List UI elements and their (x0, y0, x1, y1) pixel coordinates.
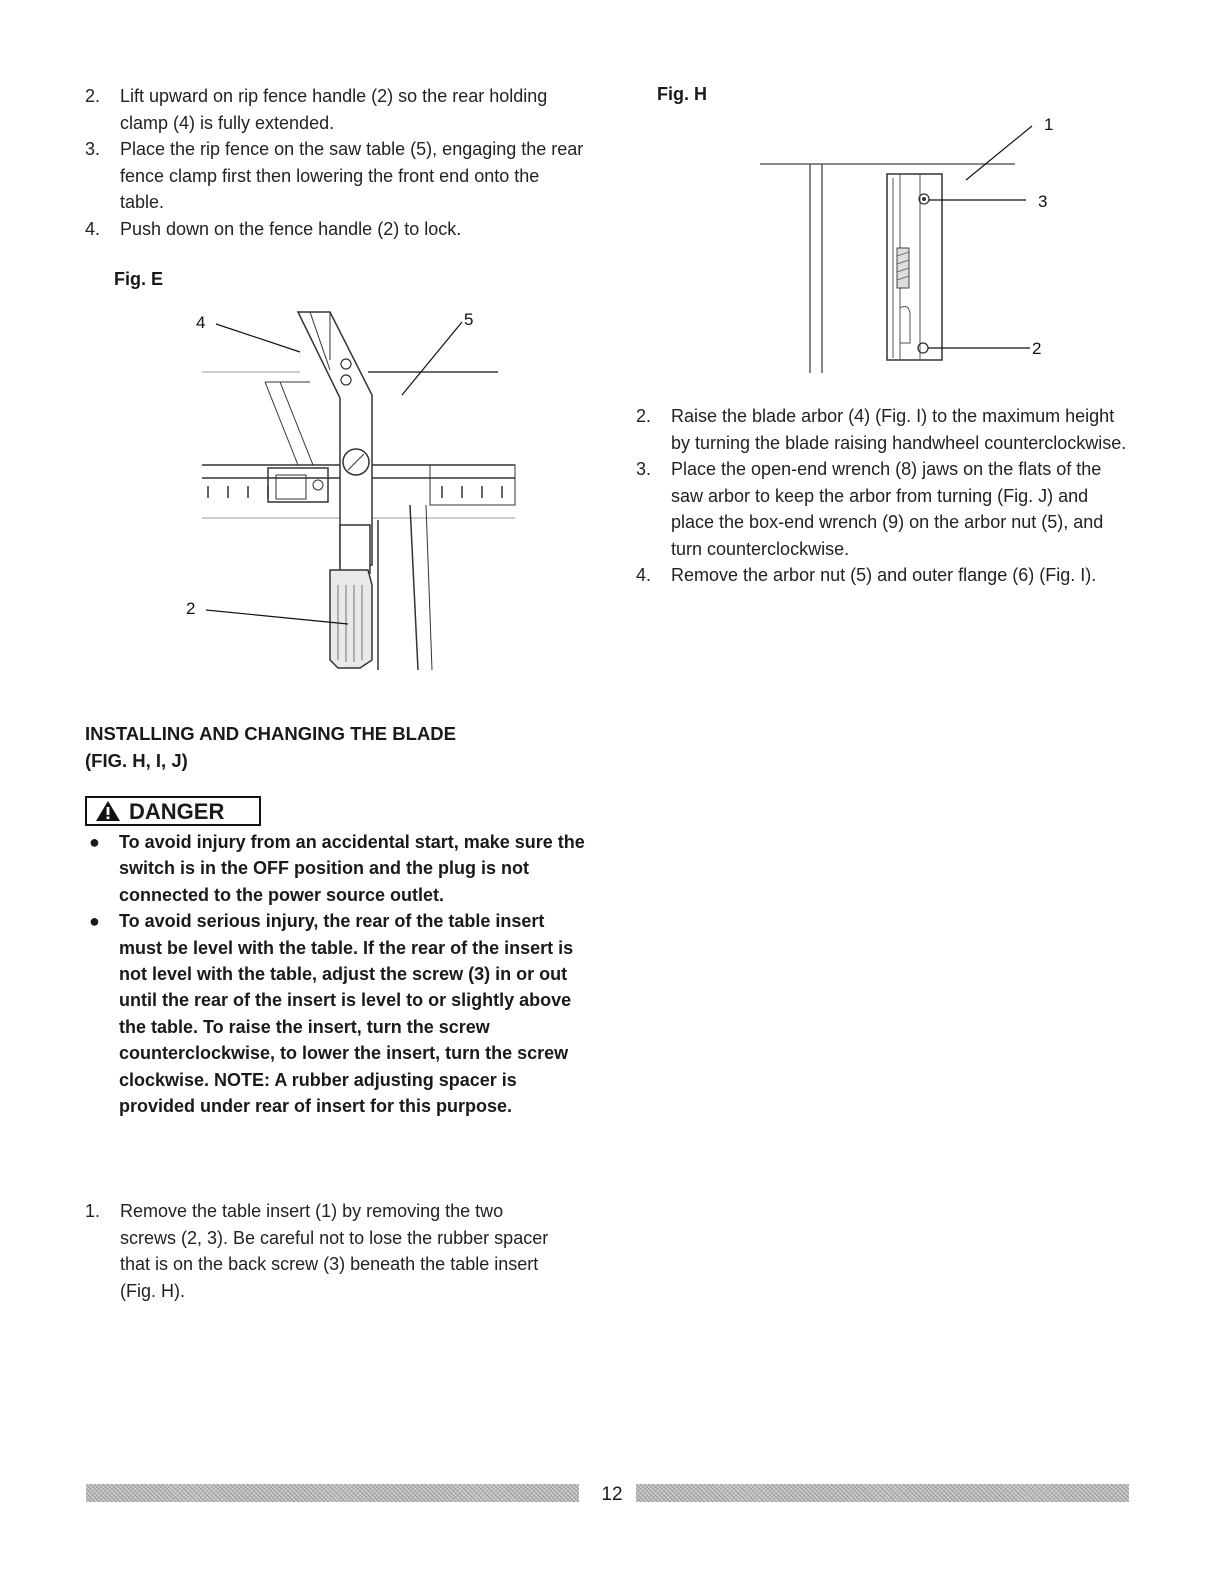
warning-triangle-icon (95, 800, 121, 822)
bullet-dot: ● (89, 832, 100, 852)
callout-2: 2 (186, 599, 196, 618)
danger-bullet-item: ● To avoid serious injury, the rear of the table insert must be level with the table. If the rear of the insert is not level with the table, adjust the screw (3) in or out until the rear of the insert is level to or slightly above the table. To raise the insert, turn the screw counterclockwise, to lower the insert, turn the screw clockwise. NOTE: A rubber adjusting spacer is provided under rear of insert for this purpose. (86, 908, 586, 1119)
screw-3-center (922, 197, 926, 201)
callout-leader (206, 610, 348, 624)
callout-leader (402, 322, 462, 395)
step-item: 2. Lift upward on rip fence handle (2) so the rear holding clamp (4) is fully extended. (85, 86, 548, 133)
step-item: 2. Raise the blade arbor (4) (Fig. I) to the maximum height by turning the blade raising handwheel counterclockwise. (636, 406, 1127, 453)
step-item: 3. Place the rip fence on the saw table (5), engaging the rear fence clamp first then lowering the front end onto the table. (85, 139, 584, 212)
table-slot (265, 382, 298, 465)
fig-h-label: Fig. H (657, 84, 707, 104)
callout-leader (216, 324, 300, 352)
danger-bullet-item: ● To avoid injury from an accidental start, make sure the switch is in the OFF position and the plug is not connected to the power source outlet. (86, 829, 586, 908)
callout-leader (966, 126, 1032, 180)
rail-bracket (430, 465, 515, 505)
callout-2: 2 (1032, 339, 1042, 358)
page-number: 12 (601, 1484, 623, 1505)
callout-5: 5 (464, 310, 474, 329)
fig-h-illustration (740, 108, 1070, 380)
danger-bullets (86, 829, 586, 1119)
fence-handle-neck (340, 525, 370, 573)
table-insert (887, 174, 942, 360)
fig-e-illustration (180, 300, 520, 675)
step-item: 4. Remove the arbor nut (5) and outer flange (6) (Fig. I). (636, 565, 1097, 585)
stand-leg (410, 505, 418, 670)
section-heading-line1: INSTALLING AND CHANGING THE BLADE (85, 723, 457, 744)
step-item: 1. Remove the table insert (1) by removing the two screws (2, 3). Be careful not to lose the rubber spacer that is on the back screw (3) beneath the table insert (Fig. H). (85, 1201, 549, 1301)
footer-bar-right (636, 1484, 1129, 1502)
table-slot (280, 382, 313, 465)
callout-3: 3 (1038, 192, 1048, 211)
fig-e-label: Fig. E (114, 269, 163, 289)
fence-handle-grip (330, 570, 372, 668)
bottom-steps-list (85, 1198, 555, 1304)
callout-1: 1 (1044, 115, 1054, 134)
right-steps-list (636, 403, 1136, 589)
section-heading-line2: (FIG. H, I, J) (85, 749, 188, 771)
step-item: 4. Push down on the fence handle (2) to lock. (85, 218, 462, 239)
cursor-window (268, 468, 328, 502)
top-steps-list (85, 83, 585, 242)
footer-bar-left (86, 1484, 579, 1502)
bullet-dot: ● (89, 911, 100, 932)
stand-leg (426, 505, 432, 670)
danger-label-box (85, 796, 261, 826)
danger-label: DANGER (129, 798, 225, 824)
step-item: 3. Place the open-end wrench (8) jaws on the flats of the saw arbor to keep the arbor from turning (Fig. J) and place the box-end wrench (9) on the arbor nut (5), and turn counterclockwise. (636, 459, 1104, 559)
callout-4: 4 (196, 313, 206, 332)
cursor-screw (313, 480, 323, 490)
section-heading (85, 721, 605, 774)
